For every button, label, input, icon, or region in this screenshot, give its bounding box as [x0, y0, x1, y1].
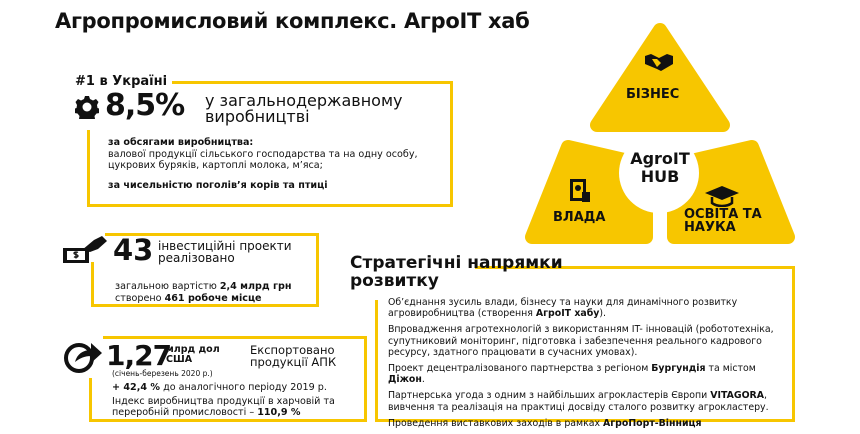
- investment-details: [115, 281, 315, 304]
- investment-value: 43: [113, 233, 154, 267]
- frame-line: [91, 262, 94, 307]
- strategy-text: Партнерська угода з одним з найбільших агрокластерів Європи: [388, 390, 711, 402]
- rank-label: #1 в Україні: [75, 74, 168, 89]
- strategy-list: [388, 297, 788, 434]
- strategy-text: , вивчення та реалізація на практиці досвіду сталого розвитку агрокластеру.: [388, 390, 769, 413]
- handshake-icon: [643, 52, 675, 72]
- frame-line: [375, 300, 378, 422]
- strategy-highlight: Діжон: [388, 374, 422, 386]
- business-label: БІЗНЕС: [626, 87, 680, 102]
- graduation-cap-icon: [704, 185, 740, 207]
- strategy-text: Проект децентралізованого партнерства з регіоном: [388, 363, 652, 375]
- education-label: ОСВІТА ТА НАУКА: [684, 207, 762, 235]
- export-period: (січень-березень 2020 р.): [112, 369, 213, 378]
- frame-line: [172, 81, 453, 84]
- jobs-prefix: створено: [115, 292, 165, 304]
- money-hand-icon: [62, 234, 108, 266]
- rank-value: 8,5%: [105, 88, 185, 123]
- government-label: ВЛАДА: [553, 210, 606, 225]
- strategy-text: та містом: [705, 363, 756, 375]
- cost-value: 2,4 млрд грн: [219, 281, 292, 292]
- growth-text: до аналогічного періоду 2019 р.: [160, 382, 327, 393]
- rank-caption: у загальнодержавному виробництві: [205, 91, 403, 126]
- gear-icon: [75, 95, 99, 119]
- strategy-item: [388, 324, 788, 358]
- page-title: Агропромисловий комплекс. АгроIT хаб: [55, 9, 530, 33]
- frame-line: [91, 304, 319, 307]
- by-livestock: за чисельністю поголів’я корів та птиці: [108, 179, 328, 191]
- strategy-text: Об’єднання зусиль влади, бізнесу та науки для динамічного розвитку агровиробництва (створення: [388, 297, 738, 320]
- export-details: [112, 382, 362, 419]
- index-text: Індекс виробництва продукції в харчовій та переробній промисловості –: [112, 395, 335, 418]
- frame-line: [89, 378, 92, 422]
- strategy-item: [388, 363, 788, 385]
- rank-details: [108, 137, 428, 191]
- strategy-text: ).: [599, 308, 607, 320]
- export-caption: Експортовано продукції АПК: [250, 343, 337, 369]
- hub-center-label: AgroIT HUB: [630, 149, 690, 186]
- frame-line: [364, 336, 367, 422]
- investment-caption: інвестиційні проекти реалізовано: [158, 239, 292, 265]
- by-volume-title: за обсягами виробництва:: [108, 137, 254, 148]
- frame-line: [87, 130, 90, 207]
- strategy-title: Стратегічні напрямки розвитку: [350, 253, 563, 291]
- index-value: 110,9 %: [257, 407, 301, 418]
- frame-line: [87, 204, 453, 207]
- strategy-text: Проведення виставкових заходів в рамках: [388, 417, 604, 429]
- by-volume-text: валової продукції сільського господарства та на одну особу, цукрових буряків, картоплі молока, м’яса;: [108, 148, 418, 171]
- export-arrow-icon: [63, 338, 103, 374]
- strategy-text: .: [421, 374, 425, 386]
- strategy-item: [388, 418, 788, 429]
- investment-cost: [115, 281, 315, 293]
- export-growth: [112, 382, 362, 394]
- strategy-item: [388, 390, 788, 412]
- production-index: [112, 396, 362, 419]
- strategy-highlight: Бургундія: [651, 363, 706, 375]
- frame-line: [89, 419, 367, 422]
- growth-value: + 42,4 %: [112, 382, 161, 393]
- export-unit: млрд дол США: [166, 344, 220, 365]
- cost-prefix: загальною вартістю: [115, 281, 220, 292]
- business-triangle: [597, 30, 723, 125]
- strategy-highlight: VITAGORA: [710, 390, 765, 402]
- investment-jobs: [115, 293, 315, 305]
- export-value: 1,27: [106, 339, 172, 372]
- strategy-item: [388, 297, 788, 319]
- frame-line: [450, 81, 453, 207]
- strategy-highlight: АгроПорт-Вінниця: [603, 417, 702, 429]
- frame-line: [792, 266, 795, 422]
- strategy-highlight: АгроIT хабу: [535, 308, 600, 320]
- frame-line: [316, 233, 319, 307]
- jobs-value: 461 робоче місце: [164, 292, 262, 304]
- strategy-text: Впровадження агротехнологій з використанням IT- інновацій (робототехніка, супутниковий моніторинг, підготовка і забезпечення реального кадрового ресурсу, здатного працювати в сучасних умовах).: [388, 324, 774, 358]
- document-stamp-icon: [568, 178, 592, 204]
